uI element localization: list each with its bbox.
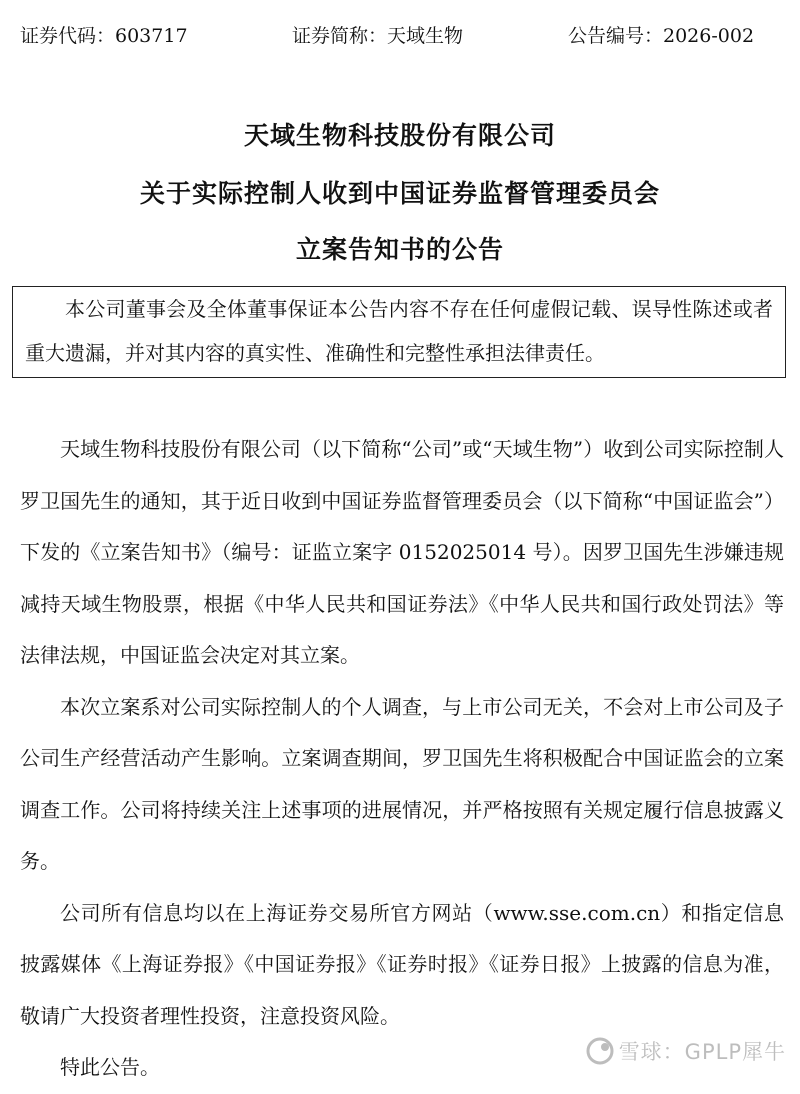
title-company: 天域生物科技股份有限公司 <box>243 121 556 150</box>
notice-text: 本公司董事会及全体董事保证本公告内容不存在任何虚假记载、误导性陈述或者重大遗漏，并对其内容的真实性、准确性和完整性承担法律责任。 <box>25 297 773 365</box>
announcement-number: 公告编号：2026-002 <box>568 25 755 47</box>
stock-short-name: 证券简称：天域生物 <box>292 25 464 47</box>
watermark <box>585 1036 786 1066</box>
paragraph-disclosure: 公司所有信息均以在上海证券交易所官方网站（www.sse.com.cn）和指定信息披露媒体《上海证券报》《中国证券报》《证券时报》《证券日报》上披露的信息为准，敬请广大投资者理性投资，注意投资风险。 <box>20 900 784 1028</box>
watermark-text: 雪球：GPLP犀牛 <box>618 1040 786 1064</box>
announcement-header <box>0 18 800 54</box>
stock-code: 证券代码：603717 <box>20 25 188 47</box>
announcement-body <box>20 424 784 1094</box>
paragraph-receipt: 天域生物科技股份有限公司（以下简称“公司”或“天域生物”）收到公司实际控制人罗卫国先生的通知，其于近日收到中国证券监督管理委员会（以下简称“中国证监会”）下发的《立案告知书》（编号：证监立案字 0152025014 号）。因罗卫国先生涉嫌违规减持天域生物股票，根据《中华人民共和国证券法》《中华人民共和国行政处罚法》等法律法规，中国证监会决定对其立案。 <box>20 437 784 667</box>
title-subject: 关于实际控制人收到中国证券监督管理委员会 <box>139 179 660 208</box>
snowball-logo-icon <box>585 1036 615 1066</box>
board-guarantee-notice <box>12 286 786 378</box>
title-subject-continued: 立案告知书的公告 <box>295 235 504 264</box>
paragraph-closing: 特此公告。 <box>60 1055 160 1079</box>
paragraph-impact: 本次立案系对公司实际控制人的个人调查，与上市公司无关，不会对上市公司及子公司生产经营活动产生影响。立案调查期间，罗卫国先生将积极配合中国证监会的立案调查工作。公司将持续关注上述事项的进展情况，并严格按照有关规定履行信息披露义务。 <box>20 694 784 873</box>
